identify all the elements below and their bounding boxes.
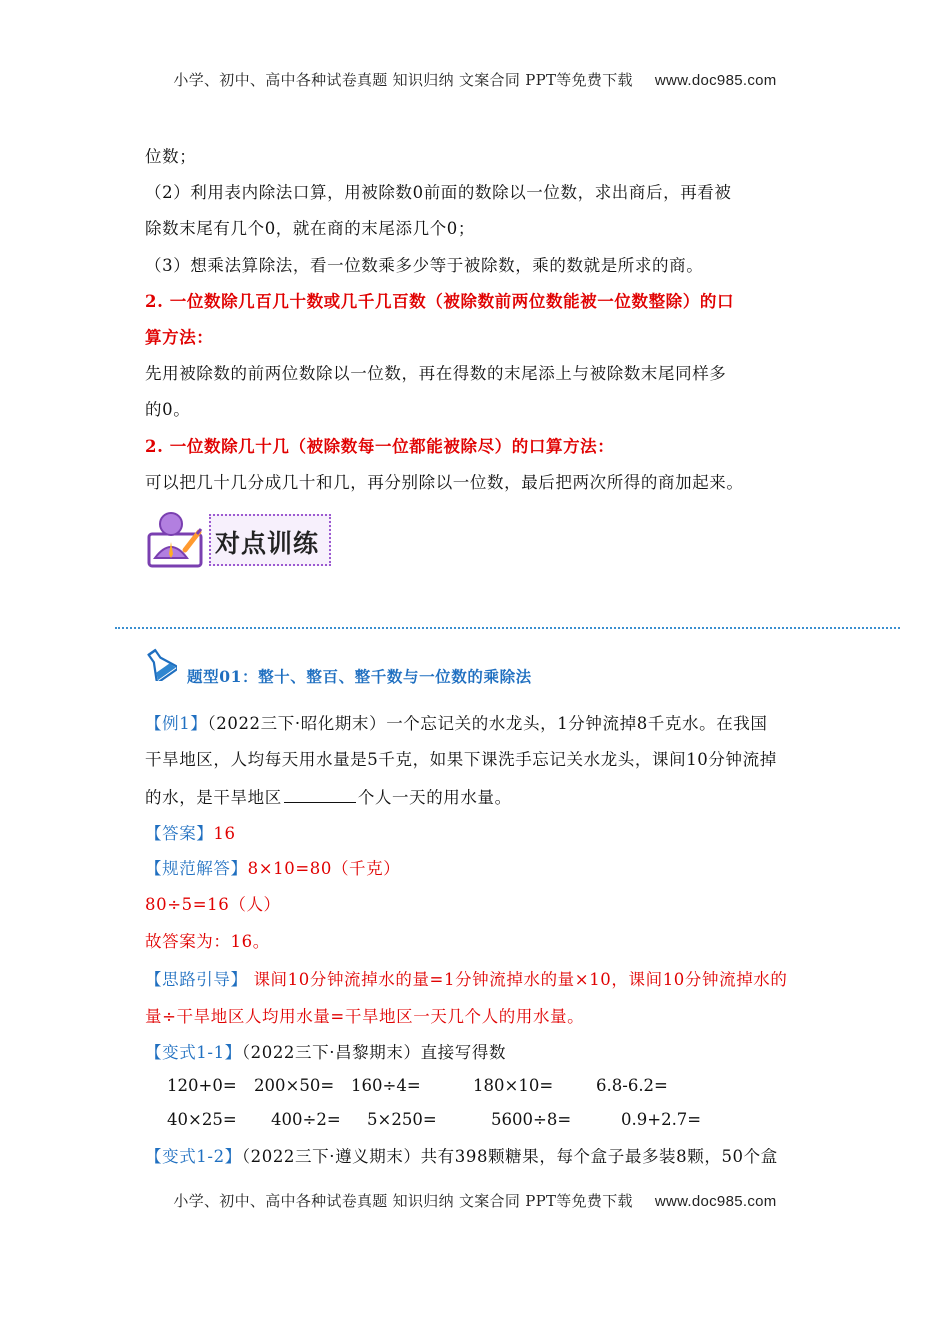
body-line: 除数末尾有几个0，就在商的末尾添几个0；	[145, 219, 475, 238]
calc-item: 5600÷8=	[491, 1110, 572, 1129]
example-text: 的水，是干旱地区	[145, 788, 282, 807]
answer-tag: 【答案】	[145, 824, 214, 843]
body-line: （3）想乘法算除法，看一位数乘多少等于被除数，乘的数就是所求的商。	[145, 256, 704, 275]
variant-text: （2022三下·昌黎期末）直接写得数	[241, 1043, 507, 1062]
method-heading: 2. 一位数除几百几十数或几千几百数（被除数前两位数能被一位数整除）的口	[145, 292, 735, 311]
header-url[interactable]: www.doc985.com	[654, 72, 777, 89]
solution-line: 80÷5=16（人）	[145, 895, 281, 914]
guide-line	[145, 968, 788, 992]
flask-icon	[143, 647, 177, 681]
calc-item: 40×25=	[167, 1110, 237, 1129]
body-line: 先用被除数的前两位数除以一位数，再在得数的末尾添上与被除数末尾同样多	[145, 364, 727, 383]
section-title: 题型01：整十、整百、整千数与一位数的乘除法	[187, 667, 532, 686]
training-label: 对点训练	[215, 529, 320, 558]
footer-text: 小学、初中、高中各种试卷真题 知识归纳 文案合同 PPT等免费下载	[173, 1192, 633, 1210]
solution-line	[145, 857, 400, 881]
calc-item: 0.9+2.7=	[621, 1110, 702, 1129]
method-heading: 2. 一位数除几十几（被除数每一位都能被除尽）的口算方法：	[145, 437, 615, 456]
calc-item: 5×250=	[367, 1110, 437, 1129]
example-tag: 【例1】	[145, 714, 208, 733]
answer-line	[145, 822, 236, 846]
calc-item: 160÷4=	[351, 1076, 421, 1095]
example-line: 干旱地区，人均每天用水量是5千克，如果下课洗手忘记关水龙头，课间10分钟流掉	[145, 750, 777, 769]
body-line: 的0。	[145, 400, 191, 419]
calc-item: 120+0=	[167, 1076, 237, 1095]
body-line: 可以把几十几分成几十和几，再分别除以一位数，最后把两次所得的商加起来。	[145, 473, 744, 492]
answer-blank[interactable]	[284, 786, 356, 803]
calc-item: 180×10=	[473, 1076, 554, 1095]
example-text: （2022三下·昭化期末）一个忘记关的水龙头，1分钟流掉8千克水。在我国	[207, 714, 768, 733]
calc-item: 6.8-6.2=	[596, 1076, 668, 1095]
answer-value: 16	[213, 824, 236, 843]
example-line	[145, 712, 768, 736]
guide-tag: 【思路引导】	[145, 970, 248, 989]
solution-tag: 【规范解答】	[145, 859, 248, 878]
header-text: 小学、初中、高中各种试卷真题 知识归纳 文案合同 PPT等免费下载	[173, 71, 633, 89]
teacher-icon	[145, 510, 205, 570]
guide-line: 量÷干旱地区人均用水量=干旱地区一天几个人的用水量。	[145, 1007, 585, 1026]
page-footer	[0, 1190, 950, 1211]
method-heading: 算方法：	[145, 328, 214, 347]
example-line	[145, 786, 512, 810]
body-line: （2）利用表内除法口算，用被除数0前面的数除以一位数，求出商后，再看被	[145, 183, 732, 202]
calc-item: 400÷2=	[271, 1110, 341, 1129]
footer-url[interactable]: www.doc985.com	[654, 1193, 777, 1210]
variant-line	[145, 1145, 778, 1169]
example-text: 个人一天的用水量。	[357, 788, 512, 807]
body-line: 位数；	[145, 147, 197, 166]
training-badge	[145, 508, 330, 570]
section-divider	[115, 627, 900, 629]
variant-text: （2022三下·遵义期末）共有398颗糖果，每个盒子最多装8颗，50个盒	[241, 1147, 778, 1166]
calc-item: 200×50=	[254, 1076, 335, 1095]
variant-line	[145, 1041, 506, 1065]
solution-text: 8×10=80（千克）	[247, 859, 401, 878]
variant-tag: 【变式1-2】	[145, 1147, 242, 1166]
page-header	[0, 69, 950, 90]
guide-text: 课间10分钟流掉水的量=1分钟流掉水的量×10，课间10分钟流掉水的	[247, 970, 788, 989]
solution-line: 故答案为：16。	[145, 932, 270, 951]
variant-tag: 【变式1-1】	[145, 1043, 242, 1062]
